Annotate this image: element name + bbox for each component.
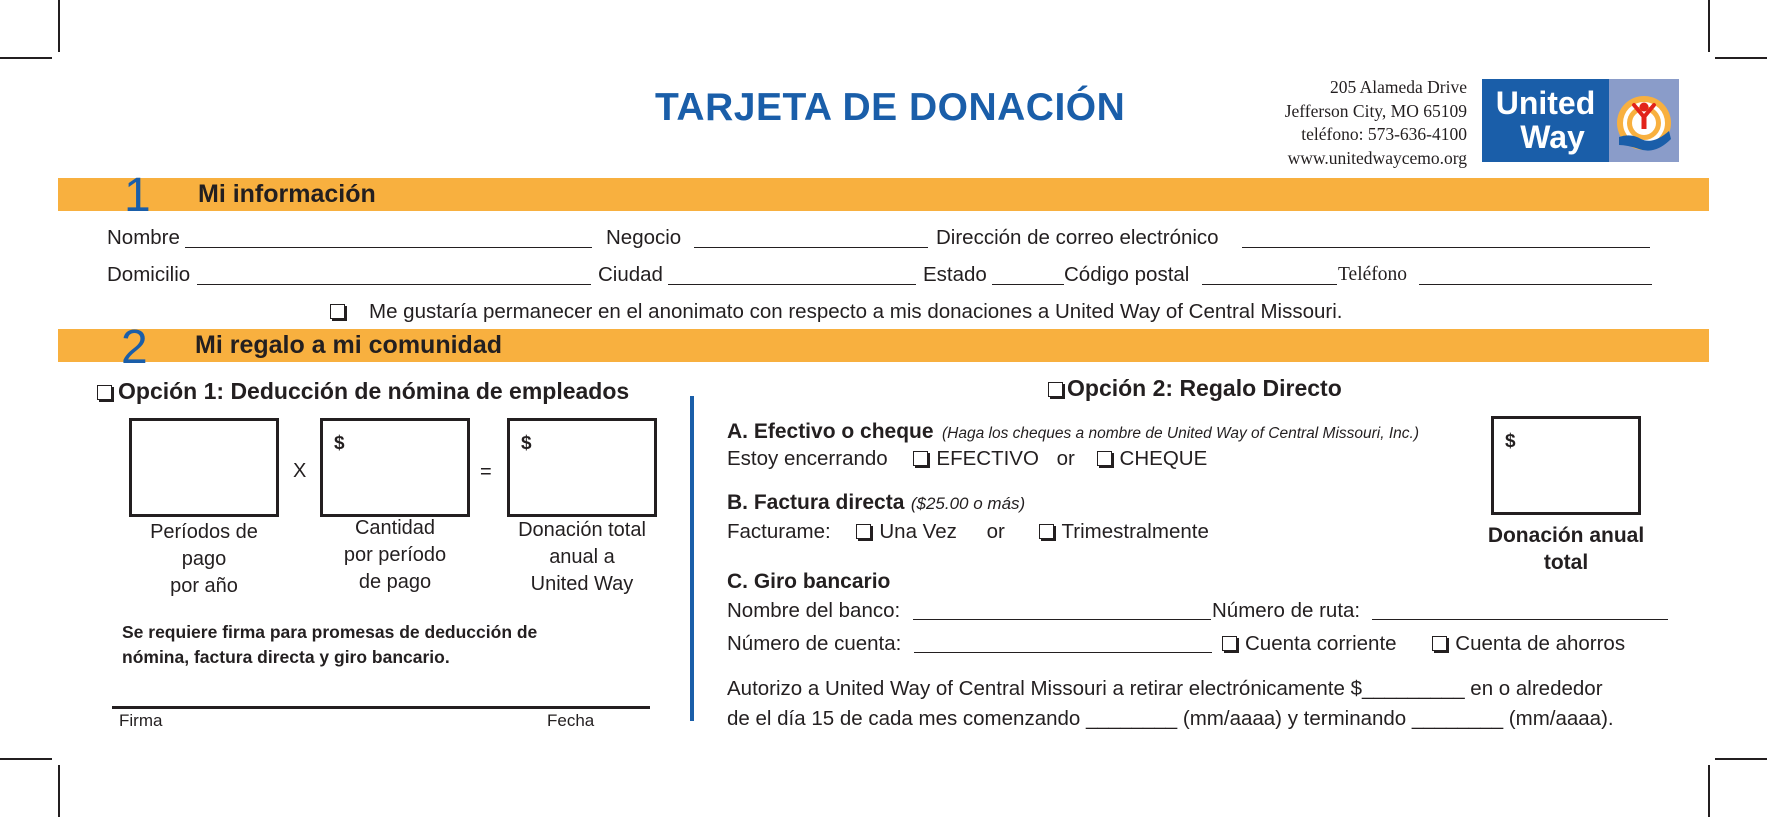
section-1-label: Mi información	[198, 180, 376, 208]
routing-label: Número de ruta:	[1212, 599, 1361, 622]
signature-note-1: Se requiere firma para promesas de deducción de	[122, 622, 538, 642]
check-label: CHEQUE	[1119, 447, 1208, 470]
pay-periods-caption	[129, 519, 279, 600]
quarterly-label: Trimestralmente	[1061, 520, 1209, 543]
date-label: Fecha	[547, 711, 595, 730]
crop-mark	[58, 765, 60, 817]
amount-caption	[320, 515, 470, 596]
amount-caption-2: por período	[343, 544, 447, 566]
address-phone: teléfono: 573-636-4100	[1301, 124, 1467, 144]
direct-bill-note: ($25.00 o más)	[910, 494, 1026, 513]
option-2-heading	[1048, 375, 1342, 402]
routing-field[interactable]	[1372, 595, 1668, 620]
united-way-logo	[1482, 79, 1679, 162]
section-1-number: 1	[124, 169, 151, 222]
address-label: Domicilio	[107, 263, 191, 286]
cash-check-title: A. Efectivo o cheque	[727, 420, 934, 443]
address-street: 205 Alameda Drive	[1329, 77, 1467, 97]
amount-dollar-sign: $	[334, 433, 345, 454]
pay-periods-caption-1: Períodos de	[150, 521, 258, 543]
option-1-checkbox[interactable]	[97, 385, 112, 400]
savings-checkbox[interactable]	[1432, 636, 1447, 651]
crop-mark	[0, 57, 52, 59]
crop-mark	[1715, 758, 1767, 760]
bank-name-field[interactable]	[913, 595, 1211, 620]
cash-check-heading	[727, 420, 1419, 444]
annual-donation-caption	[1466, 522, 1666, 576]
phone-label: Teléfono	[1338, 264, 1408, 285]
signature-label: Firma	[119, 711, 163, 730]
checking-checkbox[interactable]	[1222, 636, 1237, 651]
anonymous-label: Me gustaría permanecer en el anonimato con respecto a mis donaciones a United Way of Central Missouri.	[369, 300, 1343, 323]
annual-caption-2: total	[1543, 551, 1589, 574]
state-label: Estado	[923, 263, 987, 286]
cash-check-note: (Haga los cheques a nombre de United Way of Central Missouri, Inc.)	[942, 425, 1419, 442]
savings-label: Cuenta de ahorros	[1455, 632, 1626, 655]
signature-line[interactable]	[112, 706, 650, 709]
city-field[interactable]	[668, 260, 916, 285]
logo-line-2: Way	[1520, 119, 1585, 155]
crop-mark	[58, 0, 60, 52]
once-checkbox[interactable]	[856, 524, 871, 539]
pay-periods-caption-3: por año	[170, 575, 238, 597]
quarterly-checkbox[interactable]	[1039, 524, 1054, 539]
bank-draft-heading: C. Giro bancario	[727, 570, 891, 593]
total-caption-2: anual a	[549, 546, 615, 568]
amount-caption-3: de pago	[358, 571, 432, 593]
address-city: Jefferson City, MO 65109	[1284, 100, 1467, 121]
pay-periods-caption-2: pago	[181, 548, 227, 570]
enclosing-label: Estoy encerrando	[727, 447, 888, 470]
signature-note-2: nómina, factura directa y giro bancario.	[122, 647, 450, 667]
address-field[interactable]	[197, 260, 591, 285]
cash-checkbox[interactable]	[913, 451, 928, 466]
business-field[interactable]	[694, 223, 928, 248]
state-field[interactable]	[992, 260, 1064, 285]
section-2-number: 2	[121, 321, 148, 374]
or-label: or	[986, 520, 1005, 543]
email-label: Dirección de correo electrónico	[936, 226, 1219, 249]
check-checkbox[interactable]	[1097, 451, 1112, 466]
column-divider	[690, 396, 694, 721]
direct-bill-title: B. Factura directa	[727, 491, 905, 514]
option-2-checkbox[interactable]	[1048, 382, 1063, 397]
crop-mark	[1708, 0, 1710, 52]
name-label: Nombre	[107, 226, 180, 249]
crop-mark	[1715, 57, 1767, 59]
zip-field[interactable]	[1202, 260, 1337, 285]
section-2-label: Mi regalo a mi comunidad	[195, 331, 502, 359]
email-field[interactable]	[1242, 223, 1650, 248]
option-1-title: Opción 1: Deducción de nómina de empleados	[118, 378, 630, 404]
hand-rainbow-icon	[1609, 79, 1679, 162]
once-label: Una Vez	[879, 520, 957, 543]
option-1-heading	[97, 378, 629, 405]
address-web: www.unitedwaycemo.org	[1287, 147, 1467, 168]
city-label: Ciudad	[598, 263, 663, 286]
logo-wordmark	[1482, 79, 1609, 162]
phone-field[interactable]	[1419, 260, 1652, 285]
total-caption-1: Donación total	[518, 519, 646, 541]
signature-note	[122, 620, 537, 670]
address-block	[1285, 76, 1467, 170]
account-label: Número de cuenta:	[727, 632, 902, 655]
name-field[interactable]	[185, 223, 592, 248]
zip-label: Código postal	[1064, 263, 1190, 286]
checking-label: Cuenta corriente	[1245, 632, 1397, 655]
account-type-row	[1222, 632, 1625, 656]
annual-dollar-sign: $	[1505, 431, 1516, 452]
logo-line-1: United	[1495, 85, 1596, 121]
total-caption-3: United Way	[530, 573, 634, 595]
bill-me-label: Facturame:	[727, 520, 831, 543]
direct-bill-heading	[727, 491, 1025, 515]
crop-mark	[1708, 765, 1710, 817]
pay-periods-box[interactable]	[129, 418, 279, 517]
account-field[interactable]	[914, 628, 1212, 653]
anonymous-checkbox[interactable]	[330, 304, 345, 319]
bank-name-label: Nombre del banco:	[727, 599, 901, 622]
cash-label: EFECTIVO	[936, 447, 1039, 470]
option-2-title: Opción 2: Regalo Directo	[1067, 375, 1342, 401]
annual-caption-1: Donación anual	[1487, 524, 1645, 547]
anonymous-row	[330, 300, 1342, 324]
page-title: TARJETA DE DONACIÓN	[655, 86, 1126, 129]
times-sign: X	[293, 460, 307, 482]
direct-bill-row	[727, 520, 1209, 544]
cash-check-row	[727, 447, 1207, 471]
crop-mark	[0, 758, 52, 760]
authorization-line-1: Autorizo a United Way of Central Missouri a retirar electrónicamente $_________ en o alrededor	[727, 677, 1603, 700]
authorization-line-2: de el día 15 de cada mes comenzando ________ (mm/aaaa) y terminando ________ (mm/aaaa).	[727, 707, 1614, 730]
or-label: or	[1056, 447, 1075, 470]
total-caption	[498, 517, 666, 598]
total-dollar-sign: $	[521, 433, 532, 454]
equals-sign: =	[480, 461, 492, 483]
business-label: Negocio	[606, 226, 682, 249]
amount-caption-1: Cantidad	[354, 517, 436, 539]
